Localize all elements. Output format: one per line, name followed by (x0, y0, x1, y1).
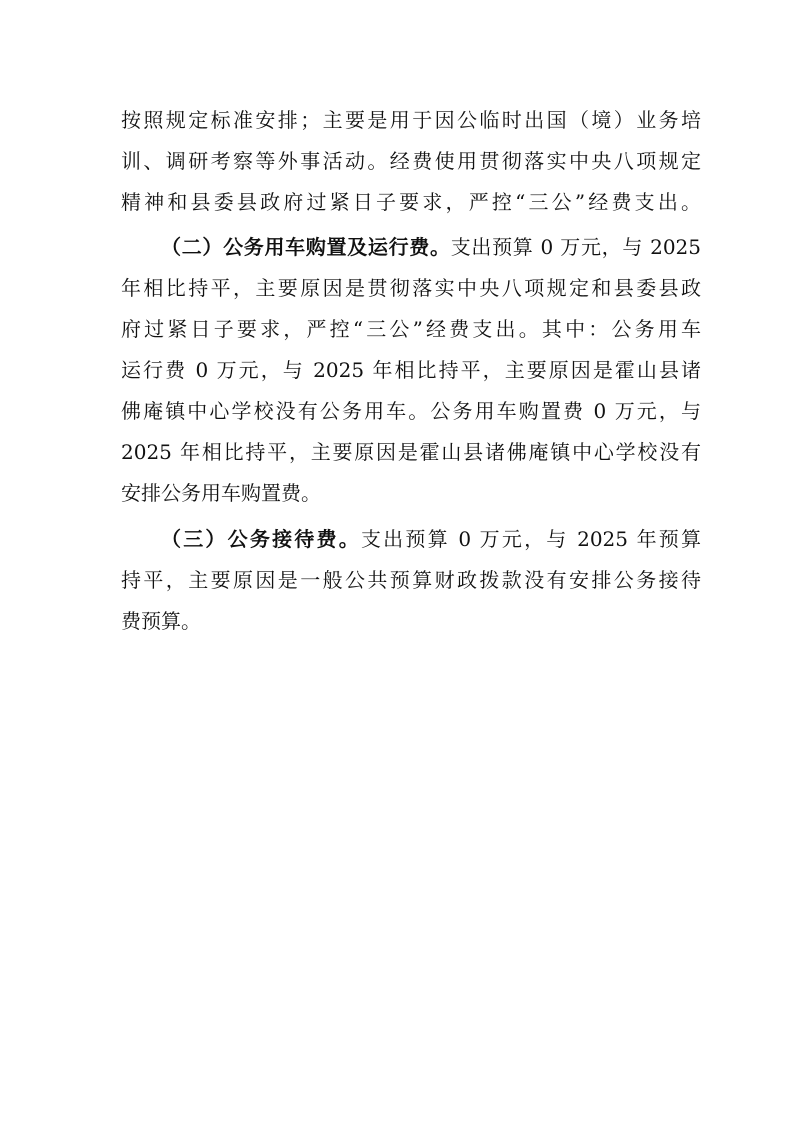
paragraph-2-line-7: 安排公务用车购置费。 (121, 481, 321, 505)
paragraph-2-first-line-text: 支出预算 0 万元，与 2025 (450, 235, 701, 259)
paragraph-2-line-1 (161, 235, 701, 259)
paragraph-2-line-4: 运行费 0 万元，与 2025 年相比持平，主要原因是霍山县诸 (121, 358, 701, 382)
paragraph-3-line-1 (161, 527, 701, 551)
section-heading-vehicle: （二）公务用车购置及运行费。 (161, 235, 451, 259)
paragraph-2-line-3: 府过紧日子要求，严控“三公”经费支出。其中：公务用车 (121, 317, 701, 341)
paragraph-3-first-line-text: 支出预算 0 万元，与 2025 年预算 (360, 527, 701, 551)
paragraph-2-line-2: 年相比持平，主要原因是贯彻落实中央八项规定和县委县政 (121, 276, 701, 300)
paragraph-2-line-6: 2025 年相比持平，主要原因是霍山县诸佛庵镇中心学校没有 (121, 440, 701, 464)
paragraph-3-line-2: 持平，主要原因是一般公共预算财政拨款没有安排公务接待 (121, 568, 701, 592)
paragraph-3-line-3: 费预算。 (121, 609, 201, 633)
paragraph-1-line-1: 按照规定标准安排；主要是用于因公临时出国（境）业务培 (121, 108, 701, 132)
section-heading-reception: （三）公务接待费。 (161, 527, 361, 551)
paragraph-2-line-5: 佛庵镇中心学校没有公务用车。公务用车购置费 0 万元，与 (121, 399, 701, 423)
paragraph-1-line-3: 精神和县委县政府过紧日子要求，严控“三公”经费支出。 (121, 190, 701, 214)
paragraph-1-line-2: 训、调研考察等外事活动。经费使用贯彻落实中央八项规定 (121, 149, 701, 173)
